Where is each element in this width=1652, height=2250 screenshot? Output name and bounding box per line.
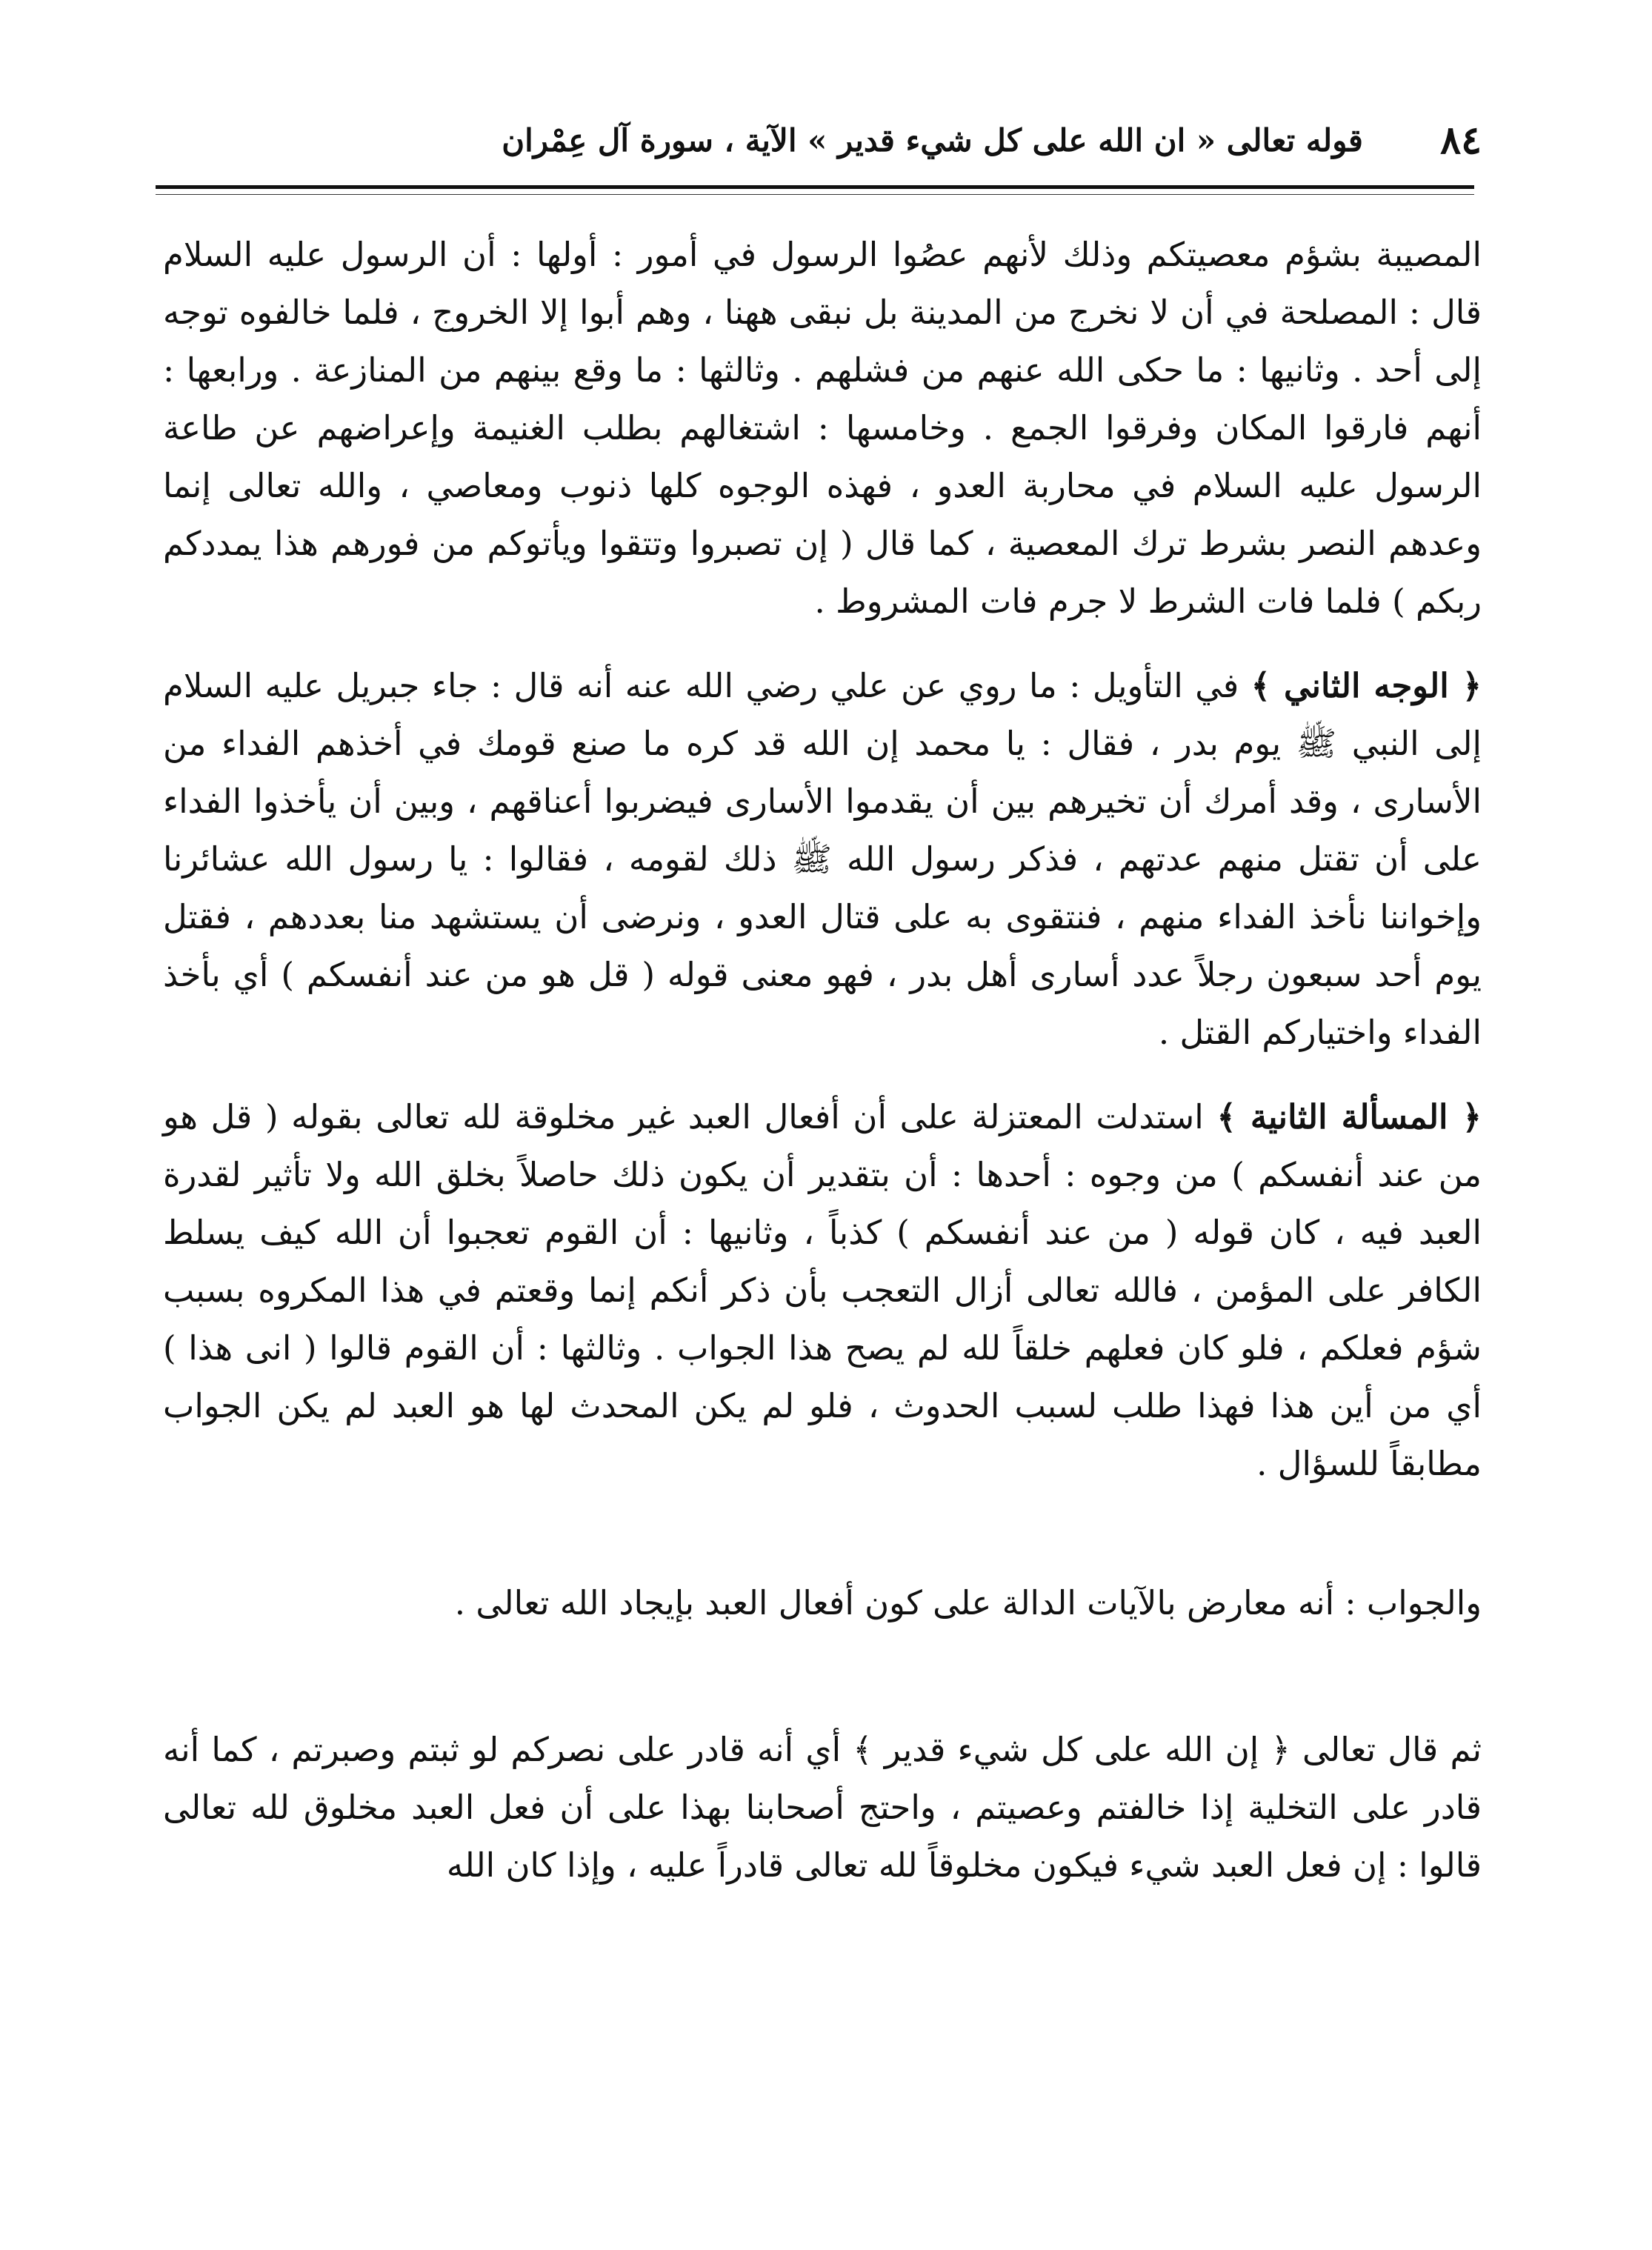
- paragraph-text: والجواب : أنه معارض بالآيات الدالة على كون أفعال العبد بإيجاد الله تعالى .: [454, 1583, 1482, 1622]
- paragraph-5: [163, 1721, 1482, 1894]
- paragraph-1: [163, 226, 1482, 630]
- section-heading: ﴿ المسألة الثانية ﴾: [1216, 1097, 1482, 1136]
- section-heading: ﴿ الوجه الثاني ﴾: [1250, 666, 1482, 705]
- running-title: قوله تعالى « ان الله على كل شيء قدير » الآية ، سورة آل عِمْران: [502, 122, 1363, 159]
- paragraph-text: المصيبة بشؤم معصيتكم وذلك لأنهم عصُوا الرسول في أمور : أولها : أن الرسول عليه السلام قال : المصلحة في أن لا نخرج من المدينة بل نبقى ههنا ، وهم أبوا إلا الخروج ، فلما خالفوه توجه إلى أحد . وثانيها : ما حكى الله عنهم من فشلهم . وثالثها : ما وقع بينهم من المنازعة . ورابعها : أنهم فارقوا المكان وفرقوا الجمع . وخامسها : اشتغالهم بطلب الغنيمة وإعراضهم عن طاعة الرسول عليه السلام في محاربة العدو ، فهذه الوجوه كلها ذنوب ومعاصي ، والله تعالى إنما وعدهم النصر بشرط ترك المعصية ، كما قال ( إن تصبروا وتتقوا ويأتوكم من فورهم هذا يمددكم ربكم ) فلما فات الشرط لا جرم فات المشروط .: [163, 235, 1482, 621]
- paragraph-text: استدلت المعتزلة على أن أفعال العبد غير مخلوقة لله تعالى بقوله ( قل هو من عند أنفسكم ) من وجوه : أحدها : أن بتقدير أن يكون ذلك حاصلاً بخلق الله ولا تأثير لقدرة العبد فيه ، كان قوله ( من عند أنفسكم ) كذباً ، وثانيها : أن القوم تعجبوا أن الله كيف يسلط الكافر على المؤمن ، فالله تعالى أزال التعجب بأن ذكر أنكم إنما وقعتم في هذا المكروه بسبب شؤم فعلكم ، فلو كان فعلهم خلقاً لله لم يصح هذا الجواب . وثالثها : أن القوم قالوا ( انى هذا ) أي من أين هذا فهذا طلب لسبب الحدوث ، فلو لم يكن المحدث لها هو العبد لم يكن الجواب مطابقاً للسؤال .: [163, 1097, 1482, 1483]
- paragraph-3: [163, 1088, 1482, 1493]
- running-header: [156, 111, 1482, 170]
- paragraph-2: [163, 657, 1482, 1062]
- paragraph-text: ثم قال تعالى ﴿ إن الله على كل شيء قدير ﴾ أي أنه قادر على نصركم لو ثبتم وصبرتم ، كما أنه قادر على التخلية إذا خالفتم وعصيتم ، واحتج أصحابنا بهذا على أن فعل العبد مخلوق لله تعالى قالوا : إن فعل العبد شيء فيكون مخلوقاً لله تعالى قادراً عليه ، وإذا كان الله: [163, 1730, 1482, 1885]
- page-number: ٨٤: [1440, 118, 1482, 163]
- header-rule: [156, 185, 1474, 189]
- paragraph-4: [163, 1574, 1482, 1632]
- paragraph-text: في التأويل : ما روي عن علي رضي الله عنه أنه قال : جاء جبريل عليه السلام إلى النبي ﷺ يوم بدر ، فقال : يا محمد إن الله قد كره ما صنع قومك في أخذهم الفداء من الأسارى ، وقد أمرك أن تخيرهم بين أن يقدموا الأسارى فيضربوا أعناقهم ، وبين أن يأخذوا الفداء على أن تقتل منهم عدتهم ، فذكر رسول الله ﷺ ذلك لقومه ، فقالوا : يا رسول الله عشائرنا وإخواننا نأخذ الفداء منهم ، فنتقوى به على قتال العدو ، ونرضى أن يستشهد منا بعددهم ، فقتل يوم أحد سبعون رجلاً عدد أسارى أهل بدر ، فهو معنى قوله ( قل هو من عند أنفسكم ) أي بأخذ الفداء واختياركم القتل .: [163, 666, 1482, 1052]
- header-rule-thin: [156, 194, 1474, 195]
- body-text: [163, 226, 1482, 1894]
